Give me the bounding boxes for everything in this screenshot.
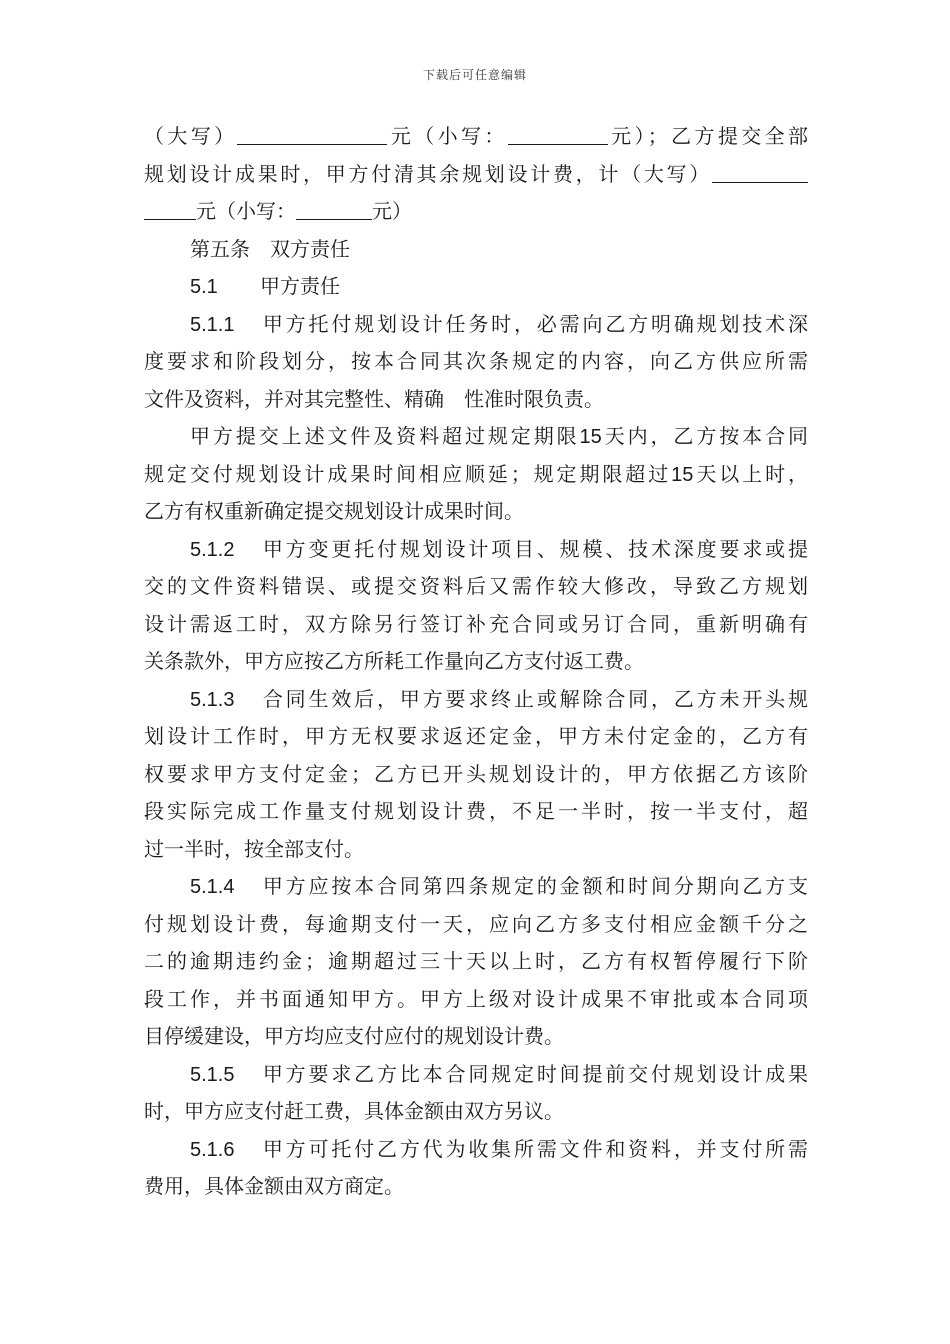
clause-5-1-2-line: 5.1.2 甲方变更托付规划设计项目、规模、技术深度要求或提 [144, 531, 808, 569]
clause-number: 5.1.6 [190, 1138, 235, 1161]
clause-5-1-2-line: 设计需返工时，双方除另行签订补充合同或另订合同，重新明确有 [144, 611, 808, 636]
clause-5-1-1-line: 文件及资料，并对其完整性、精确 性准时限负责。 [144, 386, 604, 411]
blank-field [237, 122, 387, 145]
clause-5-1-3-line: 段实际完成工作量支付规划设计费，不足一半时，按一半支付，超 [144, 799, 808, 823]
clause-5-1-6-line: 费用，具体金额由双方商定。 [144, 1174, 404, 1198]
section-5-1-heading: 5.1 甲方责任 [190, 274, 340, 298]
clause-5-1-2-line: 交的文件资料错误、或提交资料后又需作较大修改，导致乙方规划 [144, 574, 808, 598]
clause-5-1-2-line: 关条款外，甲方应按乙方所耗工作量向乙方支付返工费。 [144, 649, 644, 673]
clause-5-1-3-line: 权要求甲方支付定金；乙方已开头规划设计的，甲方依据乙方该阶 [144, 761, 808, 786]
clause-5-1-1-line: 5.1.1 甲方托付规划设计任务时，必需向乙方明确规划技术深 [144, 306, 808, 344]
clause-5-1-1-para2-line: 规定交付规划设计成果时间相应顺延；规定期限超过15天以上时， [144, 461, 809, 486]
clause-5-1-1-line: 度要求和阶段划分，按本合同其次条规定的内容，向乙方供应所需 [144, 349, 808, 373]
clause-5-1-4-line: 付规划设计费，每逾期支付一天，应向乙方多支付相应金额千分之 [144, 911, 808, 936]
clause-5-1-1-para2-line: 甲方提交上述文件及资料超过规定期限15天内，乙方按本合同 [190, 424, 809, 448]
clause-number: 5.1.3 [190, 688, 235, 711]
clause-number: 5.1.5 [190, 1063, 235, 1086]
article-title: 第五条 双方责任 [190, 236, 350, 261]
payment-line-2: 规划设计成果时，甲方付清其余规划设计费，计（大写） [144, 156, 808, 194]
clause-5-1-4-line: 目停缓建设，甲方均应支付应付的规划设计费。 [144, 1024, 564, 1048]
page-header: 下载后可任意编辑 [422, 68, 527, 82]
clause-5-1-5-line: 时，甲方应支付赶工费，具体金额由双方另议。 [144, 1099, 564, 1123]
clause-number: 5.1.1 [190, 313, 235, 336]
payment-line-3: 元（小写： 元） [144, 193, 808, 231]
clause-5-1-1-para2-line: 乙方有权重新确定提交规划设计成果时间。 [144, 499, 524, 523]
clause-5-1-4-line: 段工作，并书面通知甲方。甲方上级对设计成果不审批或本合同项 [144, 986, 808, 1011]
clause-5-1-4-line: 二的逾期违约金；逾期超过三十天以上时，乙方有权暂停履行下阶 [144, 949, 808, 973]
blank-field [508, 122, 608, 145]
blank-field [296, 197, 372, 220]
clause-5-1-6-line: 5.1.6 甲方可托付乙方代为收集所需文件和资料，并支付所需 [144, 1131, 808, 1169]
clause-number: 5.1.4 [190, 876, 235, 898]
clause-5-1-3-line: 5.1.3 合同生效后，甲方要求终止或解除合同，乙方未开头规 [144, 681, 808, 719]
clause-number: 5.1.2 [190, 538, 235, 561]
blank-field [712, 160, 808, 183]
clause-5-1-4-line: 5.1.4 甲方应按本合同第四条规定的金额和时间分期向乙方支 [144, 868, 808, 906]
document-body [144, 118, 808, 1206]
clause-5-1-3-line: 过一半时，按全部支付。 [144, 836, 364, 861]
blank-field [144, 197, 196, 220]
clause-5-1-5-line: 5.1.5 甲方要求乙方比本合同规定时间提前交付规划设计成果 [144, 1056, 808, 1094]
payment-line-1: （大写） 元（小写： 元）；乙方提交全部 [144, 124, 809, 148]
clause-5-1-3-line: 划设计工作时，甲方无权要求返还定金，甲方未付定金的，乙方有 [144, 724, 808, 748]
